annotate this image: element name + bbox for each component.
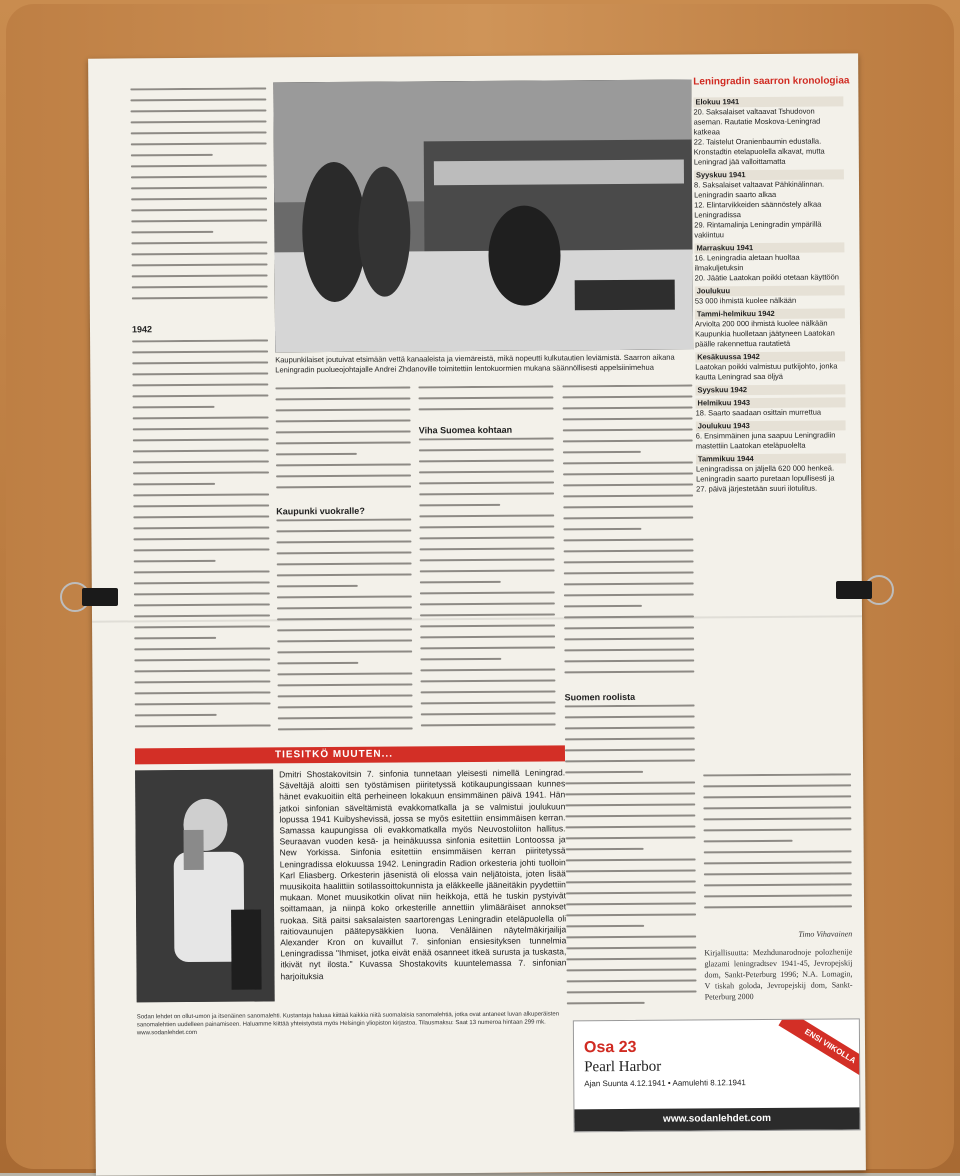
- text-line: [563, 461, 693, 464]
- text-line: [564, 549, 694, 552]
- text-line: [277, 573, 412, 576]
- text-line: [131, 231, 213, 234]
- text-line: [134, 669, 270, 672]
- text-line: [421, 701, 556, 704]
- text-line: [277, 672, 412, 675]
- text-line: [278, 716, 413, 719]
- text-line: [418, 396, 553, 399]
- text-line: [564, 648, 694, 651]
- text-line: [566, 880, 696, 883]
- text-line: [563, 516, 693, 519]
- text-line: [704, 872, 852, 875]
- text-line: [276, 441, 411, 444]
- text-line: [703, 806, 851, 809]
- text-line: [565, 726, 695, 729]
- text-line: [704, 883, 852, 886]
- text-line: [565, 748, 695, 751]
- text-line: [134, 637, 216, 640]
- text-line: [420, 602, 555, 605]
- binder-clip-right: [836, 575, 872, 605]
- winter-street-photo: [273, 79, 693, 352]
- chronology-month: Tammikuu 1944: [696, 453, 846, 464]
- text-line: [132, 339, 268, 342]
- text-line: [419, 437, 554, 440]
- chronology-month: Helmikuu 1943: [695, 397, 845, 408]
- middle-column-1-text: [275, 386, 411, 497]
- text-line: [276, 540, 411, 543]
- text-line: [565, 704, 695, 707]
- text-line: [567, 979, 697, 982]
- text-line: [566, 902, 696, 905]
- text-line: [567, 1002, 645, 1005]
- binder-clip-left: [82, 582, 118, 612]
- literature-references: Kirjallisuutta: Mezhdunarodnoje polozhenije glazami leningradtsev 1941-45, Jevropejskij dom, Sankt-Peterburg 1996; N.A. Lomagin, V tiskah goloda, Jevropejskij dom, Sankt-Peterburg 2000: [704, 947, 853, 1002]
- text-line: [276, 485, 411, 488]
- text-line: [135, 714, 217, 717]
- text-line: [133, 460, 269, 463]
- text-line: [277, 606, 412, 609]
- text-line: [135, 724, 271, 727]
- text-line: [564, 605, 642, 608]
- text-line: [420, 591, 555, 594]
- text-line: [704, 894, 852, 897]
- text-line: [566, 913, 696, 916]
- chronology-item: Leningradin saarto puretaan lopullisesti ja 27. päivä järjestetään suuri ilotulitus.: [696, 473, 835, 494]
- chronology-item: 18. Saarto saadaan osittain murrettua: [695, 407, 822, 418]
- text-line: [564, 637, 694, 640]
- text-line: [132, 296, 268, 299]
- text-line: [134, 614, 270, 617]
- text-line: [704, 861, 852, 864]
- ad-title: Pearl Harbor: [584, 1058, 662, 1076]
- text-line: [276, 430, 411, 433]
- text-line: [703, 784, 851, 787]
- text-line: [563, 439, 693, 442]
- chronology-item: 8. Saksalaiset valtaavat Pähkinälinnan. Leningradin saarto alkaa: [693, 179, 825, 200]
- text-line: [133, 483, 215, 486]
- chronology-month: Tammi-helmikuu 1942: [695, 308, 845, 319]
- text-line: [134, 603, 270, 606]
- text-line: [132, 285, 268, 288]
- text-line: [134, 658, 270, 661]
- chronology-item: Leningradissa on jäljellä 620 000 henkeä.: [695, 463, 835, 474]
- text-line: [420, 613, 555, 616]
- text-line: [562, 384, 692, 387]
- text-line: [277, 639, 412, 642]
- text-line: [133, 416, 269, 419]
- chronology-list: [693, 93, 847, 734]
- text-line: [419, 514, 554, 517]
- text-line: [704, 905, 852, 908]
- text-line: [133, 515, 269, 518]
- text-line: [133, 471, 269, 474]
- text-line: [276, 529, 411, 532]
- text-line: [133, 526, 269, 529]
- newspaper-page: [88, 53, 866, 1175]
- chronology-item: 53 000 ihmistä kuolee nälkään: [694, 295, 797, 306]
- text-line: [420, 646, 555, 649]
- chronology-title: Leningradin saarron kronologiaa: [693, 75, 850, 88]
- text-line: [134, 625, 270, 628]
- text-line: [565, 781, 695, 784]
- text-line: [132, 350, 268, 353]
- text-line: [420, 547, 555, 550]
- text-line: [420, 658, 501, 661]
- text-line: [563, 472, 693, 475]
- text-line: [276, 453, 357, 456]
- chronology-month: Joulukuu 1943: [696, 420, 846, 431]
- chronology-month: Joulukuu: [695, 285, 845, 296]
- text-line: [703, 795, 851, 798]
- text-line: [131, 252, 267, 255]
- text-line: [566, 935, 696, 938]
- chronology-item: 6. Ensimmäinen juna saapuu Leningradiin mastettiin Laatokan eteläpuolelta: [695, 430, 836, 451]
- text-line: [134, 548, 270, 551]
- text-line: [277, 650, 412, 653]
- text-line: [563, 505, 693, 508]
- text-line: [276, 419, 411, 422]
- text-line: [566, 946, 696, 949]
- ad-ribbon: ENSI VIIKOLLA: [778, 1018, 860, 1083]
- text-line: [564, 626, 694, 629]
- text-line: [565, 715, 695, 718]
- text-line: [134, 570, 270, 573]
- chronology-item: 20. Saksalaiset valtaavat Tshudovon aseman. Rautatie Moskova-Leningrad katkeaa: [693, 106, 821, 137]
- text-line: [276, 463, 411, 466]
- text-line: [418, 385, 553, 388]
- text-line: [276, 408, 411, 411]
- text-line: [420, 679, 555, 682]
- text-line: [420, 635, 555, 638]
- text-line: [131, 186, 267, 189]
- text-line: [130, 98, 266, 101]
- text-line: [565, 814, 695, 817]
- text-line: [277, 551, 412, 554]
- text-line: [566, 858, 696, 861]
- text-line: [278, 727, 413, 730]
- shostakovich-photo: [135, 769, 275, 1002]
- chronology-item: 16. Leningradia aletaan huoltaa ilmakuljetuksin: [694, 252, 800, 273]
- text-line: [135, 691, 271, 694]
- text-line: [133, 427, 269, 430]
- chronology-item: 20. Jäätie Laatokan poikki otetaan käyttöön: [694, 272, 839, 283]
- text-line: [563, 494, 693, 497]
- middle-column-2-heading: Viha Suomea kohtaan: [418, 424, 513, 436]
- text-line: [277, 562, 412, 565]
- text-line: [562, 395, 692, 398]
- text-line: [704, 840, 793, 843]
- text-line: [133, 438, 269, 441]
- text-line: [275, 397, 410, 400]
- middle-column-3-text: [562, 384, 694, 685]
- text-line: [130, 87, 266, 90]
- text-line: [278, 705, 413, 708]
- text-line: [564, 571, 694, 574]
- chronology-month: Elokuu 1941: [693, 96, 843, 107]
- sidebar-text: Dmitri Shostakovitsin 7. sinfonia tunnetaan yleisesti nimellä Leningrad. Säveltäjä aloitti sen työstämisen piiritetyssä kotikaupungissaan kunnes hänet evakuoitiin eltä perheineen lokakuun ensimmäinen päivä 1941. Hän jatkoi sinfonian säveltämistä evakkomatkalla ja se valmistui joulukuun lopussa 1941 Kuibyshevissä, jossa se myös esitettiin ensimmäisen kerran. Samassa kaupungissa oli evakkomatkalla myös Neuvostoliiton hallitus. Seuraavan vuoden kesä- ja heinäkuussa sinfonia esitettiin Lontoossa ja New Yorkissa. Sinfonia esitettiin ensimmäisen kerran piiritetyssä Leningradissa elokuussa 1942. Leningradin Radion orkesteria johti tuolloin Karl Eliasberg. Orkesterin jäsenistä oli elossa vain neljätoista, joten lisää muusikoita haalittiin sotilassoittokunnista ja eläkkeelle jääneitäkin pyydettiin mukaan. Monet muusikotkin olivat niin heikkoja, että he tuskin pystyivät soittamaan, ja niinpä koko orkesterille annettiin ylimääräiset annokset ruokaa. Sitä paitsi saksalaisten saartorengas Leningradin eteläpuolella oli raitiovaunujen päätepysäkkien luona. Venäläinen näytelmäkirjailija Alexander Kron on kuvaillut 7. sinfonian ensiesityksen tunnelmia Leningradissa "Ihmiset, jotka eivät enää osanneet itkeä surusta ja tuskasta, itkivät nyt ilosta." Kuvassa Shostakovits kuuntelemassa 7. sinfonian harjoituksia: [279, 767, 567, 982]
- text-line: [567, 990, 697, 993]
- text-line: [704, 850, 852, 853]
- text-line: [131, 120, 267, 123]
- text-line: [703, 817, 851, 820]
- chronology-item: Laatokan poikki valmistuu putkijohto, jonka kautta Leningrad saa öljyä: [695, 361, 838, 382]
- text-line: [130, 109, 266, 112]
- text-line: [419, 448, 554, 451]
- text-line: [566, 848, 644, 851]
- text-line: [276, 518, 411, 521]
- text-line: [563, 538, 693, 541]
- text-line: [563, 417, 693, 420]
- photo-caption: Kaupunkilaiset joutuivat etsimään vettä kanaaleista ja viemäreistä, mikä nopeutti kulkutautien leviämistä. Saarron aikana Leningradin puolueojohtajalle Andrei Zhdanoville toimitettiin lentokuormien mukana säännöllisesti appelsiinimehua: [275, 352, 675, 375]
- chronology-item: Kaupunkia huolletaan jäätyneen Laatokan päälle rakennettua rautatietä: [695, 328, 835, 349]
- ad-dates: Ajan Suunta 4.12.1941 • Aamulehti 8.12.1941: [584, 1078, 746, 1089]
- text-line: [277, 683, 412, 686]
- text-line: [133, 504, 269, 507]
- text-line: [419, 470, 554, 473]
- text-line: [566, 968, 696, 971]
- text-line: [563, 528, 641, 531]
- text-line: [131, 175, 267, 178]
- left-column-heading: 1942: [131, 324, 153, 335]
- middle-column-2-text: [418, 385, 553, 421]
- middle-column-3-heading: Suomen roolista: [564, 691, 636, 703]
- text-line: [419, 504, 500, 507]
- text-line: [132, 394, 268, 397]
- text-line: [563, 451, 641, 454]
- text-line: [131, 142, 267, 145]
- text-line: [420, 581, 501, 584]
- text-line: [563, 483, 693, 486]
- text-line: [421, 723, 556, 726]
- text-line: [564, 615, 694, 618]
- text-line: [131, 241, 267, 244]
- ad-website: www.sodanlehdet.com: [574, 1107, 859, 1131]
- text-line: [133, 493, 269, 496]
- ad-issue-number: Osa 23: [583, 1038, 637, 1057]
- text-line: [131, 131, 267, 134]
- text-line: [277, 628, 412, 631]
- text-line: [565, 825, 695, 828]
- text-line: [703, 773, 851, 776]
- middle-column-1-text-2: [276, 518, 413, 739]
- text-line: [133, 406, 215, 409]
- text-line: [131, 154, 213, 157]
- text-line: [132, 383, 268, 386]
- publisher-credits: Sodan lehdet on ollut-umon ja itsenäinen sanomalehti. Kustantaja haluaa kiittää kaikkia niitä suomalaisia sanomalehtiä, jotka ovat antaneet luvan alkuperäisten sanomalehtien uudelleen painamiseen. Haluamme kiittää yhteistyöstä myös Helsingin yliopiston kirjastoa. Tilausmaksu: Saat 13 numeroa hintaan 299 mk. www.sodanlehdet.com: [136, 1011, 560, 1037]
- text-line: [419, 481, 554, 484]
- next-issue-ad: [573, 1018, 861, 1132]
- text-line: [565, 803, 695, 806]
- text-line: [419, 525, 554, 528]
- chronology-month: Kesäkuussa 1942: [695, 351, 845, 362]
- text-line: [565, 737, 695, 740]
- text-line: [566, 836, 696, 839]
- text-line: [419, 459, 554, 462]
- middle-column-1-heading: Kaupunki vuokralle?: [276, 505, 365, 517]
- text-line: [134, 592, 270, 595]
- text-line: [132, 361, 268, 364]
- left-column-text-2: [132, 339, 271, 740]
- text-line: [132, 263, 268, 266]
- chronology-item: 29. Rintamalinja Leningradin ympärillä vakiintuu: [694, 219, 822, 240]
- text-line: [132, 274, 268, 277]
- text-line: [278, 694, 413, 697]
- text-line: [565, 759, 695, 762]
- text-line: [419, 492, 554, 495]
- text-line: [421, 712, 556, 715]
- text-line: [277, 662, 358, 665]
- article-signature: Timo Vihavainen: [798, 929, 853, 939]
- text-line: [420, 558, 555, 561]
- chronology-month: Syyskuu 1942: [695, 384, 845, 395]
- text-line: [419, 536, 554, 539]
- chronology-item: Arviolta 200 000 ihmistä kuolee nälkään: [694, 318, 828, 329]
- text-line: [134, 680, 270, 683]
- text-line: [564, 582, 694, 585]
- middle-column-2-text-2: [419, 437, 556, 738]
- text-line: [420, 624, 555, 627]
- text-line: [419, 407, 554, 410]
- text-line: [421, 690, 556, 693]
- text-line: [133, 449, 269, 452]
- binder-clip-jaw: [82, 588, 118, 606]
- chronology-month: Marraskuu 1941: [694, 242, 844, 253]
- text-line: [563, 406, 693, 409]
- text-line: [564, 659, 694, 662]
- text-line: [277, 595, 412, 598]
- left-column-text: [130, 87, 268, 318]
- text-line: [704, 828, 852, 831]
- chronology-month: Syyskuu 1941: [694, 169, 844, 180]
- text-line: [565, 771, 643, 774]
- text-line: [134, 647, 270, 650]
- text-line: [566, 925, 644, 928]
- text-line: [276, 474, 411, 477]
- text-line: [563, 428, 693, 431]
- text-line: [566, 957, 696, 960]
- middle-column-3-text-2: [565, 704, 697, 1015]
- text-line: [565, 792, 695, 795]
- text-line: [134, 581, 270, 584]
- text-line: [132, 372, 268, 375]
- right-column-text: [703, 773, 852, 924]
- text-line: [564, 593, 694, 596]
- text-line: [566, 869, 696, 872]
- binder-clip-jaw: [836, 581, 872, 599]
- text-line: [131, 208, 267, 211]
- text-line: [420, 668, 555, 671]
- chronology-item: 12. Elintarvikkeiden säännöstely alkaa Leningradissa: [694, 199, 822, 220]
- sidebar-title: TIESITKÖ MUUTEN...: [135, 745, 565, 764]
- text-line: [131, 164, 267, 167]
- text-line: [133, 537, 269, 540]
- text-line: [134, 560, 216, 563]
- text-line: [564, 670, 694, 673]
- text-line: [135, 702, 271, 705]
- text-line: [566, 891, 696, 894]
- text-line: [131, 197, 267, 200]
- chronology-item: 22. Taistelut Oranienbaumin edustalla. Kronstadtin etelapuolella alkavat, mutta Leningrad jää valloittamatta: [693, 136, 825, 167]
- text-line: [420, 569, 555, 572]
- text-line: [277, 617, 412, 620]
- text-line: [275, 386, 410, 389]
- text-line: [564, 560, 694, 563]
- text-line: [277, 585, 358, 588]
- text-line: [131, 219, 267, 222]
